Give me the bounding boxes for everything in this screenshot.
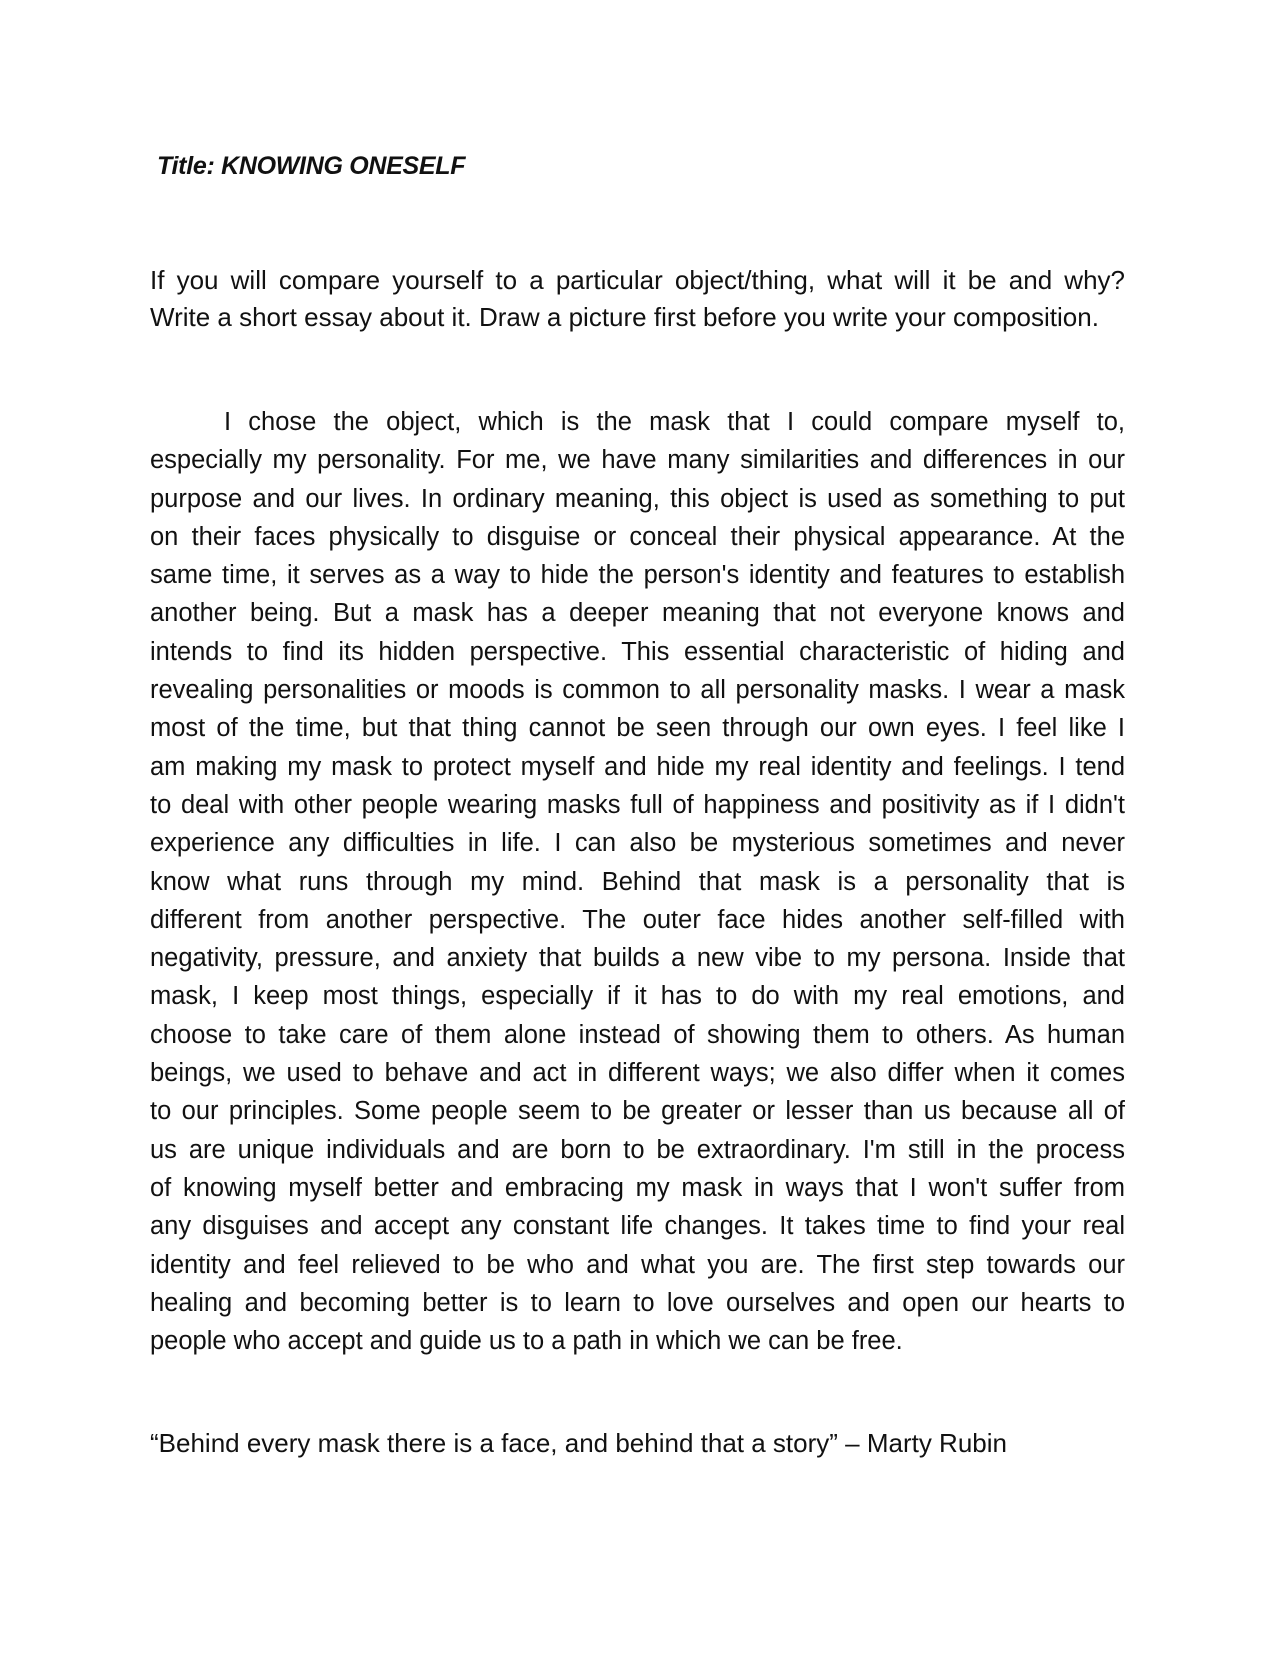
essay-line: experience any difficulties in life. I can also be mysterious sometimes and never [150,829,1125,858]
essay-prompt [150,262,1125,336]
essay-line: us are unique individuals and are born to be extraordinary. I'm still in the process [150,1135,1125,1164]
essay-line: to deal with other people wearing masks full of happiness and positivity as if I didn't [150,790,1125,819]
essay-line: choose to take care of them alone instead of showing them to others. As human [150,1020,1125,1049]
essay-line: any disguises and accept any constant life changes. It takes time to find your real [150,1212,1125,1241]
essay-line: to our principles. Some people seem to be greater or lesser than us because all of [150,1097,1125,1126]
essay-line: intends to find its hidden perspective. This essential characteristic of hiding and [150,637,1125,666]
essay-line: same time, it serves as a way to hide the person's identity and features to establish [150,561,1125,590]
essay-line: most of the time, but that thing cannot be seen through our own eyes. I feel like I [150,714,1125,743]
essay-body [150,403,1125,1360]
essay-line: know what runs through my mind. Behind that mask is a personality that is [150,867,1125,896]
essay-line: healing and becoming better is to learn to love ourselves and open our hearts to [150,1288,1125,1317]
essay-line: people who accept and guide us to a path in which we can be free. [150,1327,903,1356]
essay-line: negativity, pressure, and anxiety that builds a new vibe to my persona. Inside that [150,944,1125,973]
essay-line: am making my mask to protect myself and hide my real identity and feelings. I tend [150,752,1125,781]
essay-line: especially my personality. For me, we have many similarities and differences in our [150,446,1125,475]
essay-line: I chose the object, which is the mask that I could compare myself to, [224,408,1125,436]
essay-line: beings, we used to behave and act in different ways; we also differ when it comes [150,1059,1125,1088]
essay-line: another being. But a mask has a deeper meaning that not everyone knows and [150,599,1125,628]
essay-title: Title: KNOWING ONESELF [157,152,466,180]
essay-line: identity and feel relieved to be who and what you are. The first step towards our [150,1250,1125,1279]
essay-line: purpose and our lives. In ordinary meaning, this object is used as something to put [150,484,1125,513]
essay-line: different from another perspective. The outer face hides another self-filled with [150,905,1125,934]
prompt-line: Write a short essay about it. Draw a picture first before you write your composition. [150,302,1099,332]
essay-line: on their faces physically to disguise or conceal their physical appearance. At the [150,522,1125,551]
essay-line: revealing personalities or moods is common to all personality masks. I wear a mask [150,676,1125,705]
essay-line: mask, I keep most things, especially if it has to do with my real emotions, and [150,982,1125,1011]
essay-line: of knowing myself better and embracing my mask in ways that I won't suffer from [150,1173,1125,1202]
prompt-line: If you will compare yourself to a particular object/thing, what will it be and why? [150,265,1125,295]
closing-quote: “Behind every mask there is a face, and behind that a story” – Marty Rubin [150,1428,1007,1458]
